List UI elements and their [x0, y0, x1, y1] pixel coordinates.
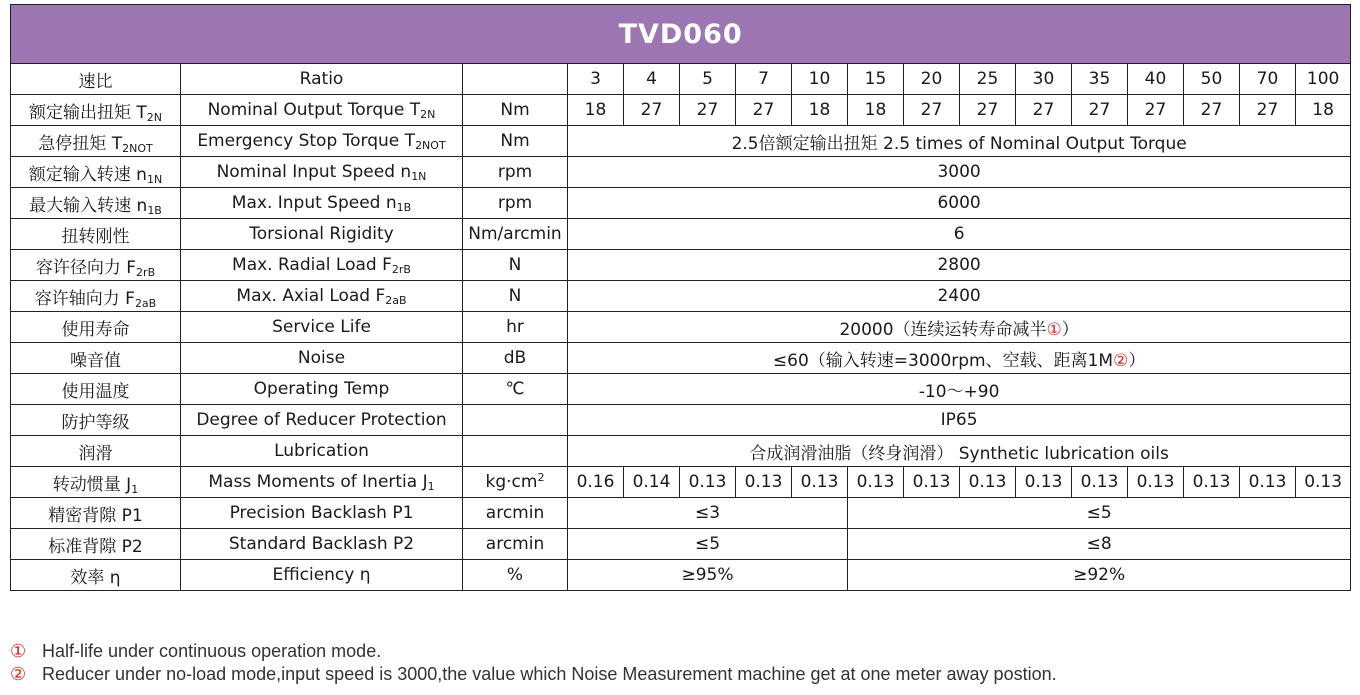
- torque-value: 27: [680, 95, 736, 126]
- footnote-marker: ①: [1046, 319, 1062, 340]
- inertia-value: 0.13: [848, 467, 904, 498]
- torque-value: 27: [736, 95, 792, 126]
- merged-value: 6000: [568, 188, 1351, 219]
- footnote-marker: ②: [10, 664, 27, 684]
- label-en: Max. Radial Load $F_{2rB}$: [181, 250, 463, 281]
- torque-value: 27: [1128, 95, 1184, 126]
- unit-cell: [463, 405, 568, 436]
- merged-value: 6: [568, 219, 1351, 250]
- temperature-row: [11, 374, 1351, 405]
- ratio-value: 4: [624, 64, 680, 95]
- torque-value: 27: [1016, 95, 1072, 126]
- ratio-value: 50: [1184, 64, 1240, 95]
- unit-cell: [463, 436, 568, 467]
- label-cn: 转动惯量 $J_1$: [11, 467, 181, 498]
- label-cn: 容许径向力 $F_{2rB}$: [11, 250, 181, 281]
- ratio-value: 70: [1240, 64, 1296, 95]
- label-en: Max. Axial Load $F_{2aB}$: [181, 281, 463, 312]
- label-en: Lubrication: [181, 436, 463, 467]
- ratio-value: 30: [1016, 64, 1072, 95]
- ratio-value: 3: [568, 64, 624, 95]
- torque-value: 18: [568, 95, 624, 126]
- unit-cell: Nm/arcmin: [463, 219, 568, 250]
- torque-row: [11, 95, 1351, 126]
- input-speed-row: [11, 157, 1351, 188]
- low-ratio-value: ≥95%: [568, 560, 848, 591]
- unit-cell: dB: [463, 343, 568, 374]
- inertia-value: 0.13: [792, 467, 848, 498]
- ratio-value: 15: [848, 64, 904, 95]
- lubrication-row: [11, 436, 1351, 467]
- rigidity-row: [11, 219, 1351, 250]
- spec-table: [10, 4, 1351, 591]
- inertia-value: 0.13: [960, 467, 1016, 498]
- ratio-value: 40: [1128, 64, 1184, 95]
- label-en: Mass Moments of Inertia $J_1$: [181, 467, 463, 498]
- torque-value: 27: [904, 95, 960, 126]
- torque-value: 27: [1184, 95, 1240, 126]
- ratio-value: 100: [1296, 64, 1351, 95]
- label-en: Max. Input Speed $n_{1B}$: [181, 188, 463, 219]
- label-cn: 容许轴向力 $F_{2aB}$: [11, 281, 181, 312]
- label-en: Nominal Output Torque $T_{2N}$: [181, 95, 463, 126]
- label-en: Efficiency η: [181, 560, 463, 591]
- label-cn: 最大输入转速 $n_{1B}$: [11, 188, 181, 219]
- footnotes: [10, 640, 1057, 686]
- inertia-value: 0.13: [904, 467, 960, 498]
- label-cn: 效率 η: [11, 560, 181, 591]
- high-ratio-value: ≥92%: [848, 560, 1351, 591]
- unit-cell: [463, 64, 568, 95]
- unit-cell: rpm: [463, 188, 568, 219]
- torque-value: 18: [792, 95, 848, 126]
- torque-value: 18: [848, 95, 904, 126]
- low-ratio-value: ≤3: [568, 498, 848, 529]
- unit-cell: arcmin: [463, 498, 568, 529]
- footnote-marker: ②: [1113, 350, 1129, 371]
- ratio-value: 5: [680, 64, 736, 95]
- label-en: Torsional Rigidity: [181, 219, 463, 250]
- torque-value: 27: [1240, 95, 1296, 126]
- merged-value: 20000（连续运转寿命减半①）: [568, 312, 1351, 343]
- emergency-stop-row: [11, 126, 1351, 157]
- label-en: Precision Backlash P1: [181, 498, 463, 529]
- axial-load-row: [11, 281, 1351, 312]
- label-en: Degree of Reducer Protection: [181, 405, 463, 436]
- unit-cell: $kg\cdot cm^2$: [463, 467, 568, 498]
- inertia-value: 0.16: [568, 467, 624, 498]
- torque-value: 27: [960, 95, 1016, 126]
- ratio-value: 20: [904, 64, 960, 95]
- ratio-value: 7: [736, 64, 792, 95]
- radial-load-row: [11, 250, 1351, 281]
- inertia-value: 0.13: [1296, 467, 1351, 498]
- ratio-value: 10: [792, 64, 848, 95]
- footnote-2: ② Reducer under no-load mode,input speed is 3000,the value which Noise Measurement machine get at one meter away postion.: [10, 664, 1057, 684]
- unit-cell: N: [463, 281, 568, 312]
- merged-value: IP65: [568, 405, 1351, 436]
- torque-value: 27: [1072, 95, 1128, 126]
- inertia-value: 0.13: [1072, 467, 1128, 498]
- label-cn: 润滑: [11, 436, 181, 467]
- merged-value: 2400: [568, 281, 1351, 312]
- ratio-row: [11, 64, 1351, 95]
- inertia-value: 0.13: [1016, 467, 1072, 498]
- low-ratio-value: ≤5: [568, 529, 848, 560]
- label-en: Standard Backlash P2: [181, 529, 463, 560]
- title-row: [11, 5, 1351, 64]
- inertia-value: 0.13: [1184, 467, 1240, 498]
- footnote-1: ① Half-life under continuous operation mode.: [10, 641, 382, 661]
- torque-value: 18: [1296, 95, 1351, 126]
- precision-backlash-row: [11, 498, 1351, 529]
- unit-cell: rpm: [463, 157, 568, 188]
- standard-backlash-row: [11, 529, 1351, 560]
- label-cn: 额定输入转速 $n_{1N}$: [11, 157, 181, 188]
- label-cn: 扭转刚性: [11, 219, 181, 250]
- unit-cell: arcmin: [463, 529, 568, 560]
- label-en: Emergency Stop Torque $T_{2NOT}$: [181, 126, 463, 157]
- merged-value: 3000: [568, 157, 1351, 188]
- max-speed-row: [11, 188, 1351, 219]
- label-cn: 标准背隙 P2: [11, 529, 181, 560]
- unit-cell: Nm: [463, 95, 568, 126]
- ratio-value: 25: [960, 64, 1016, 95]
- unit-cell: N: [463, 250, 568, 281]
- label-en: Noise: [181, 343, 463, 374]
- unit-cell: %: [463, 560, 568, 591]
- service-life-row: [11, 312, 1351, 343]
- inertia-value: 0.13: [1128, 467, 1184, 498]
- label-cn: 使用温度: [11, 374, 181, 405]
- protection-row: [11, 405, 1351, 436]
- inertia-value: 0.13: [736, 467, 792, 498]
- merged-value: 2.5倍额定输出扭矩 2.5 times of Nominal Output Torque: [568, 126, 1351, 157]
- merged-value: 2800: [568, 250, 1351, 281]
- label-en: Service Life: [181, 312, 463, 343]
- unit-cell: hr: [463, 312, 568, 343]
- high-ratio-value: ≤5: [848, 498, 1351, 529]
- label-en: Ratio: [181, 64, 463, 95]
- ratio-value: 35: [1072, 64, 1128, 95]
- footnote-marker: ①: [10, 641, 27, 661]
- inertia-row: [11, 467, 1351, 498]
- label-en: Nominal Input Speed $n_{1N}$: [181, 157, 463, 188]
- label-cn: 噪音值: [11, 343, 181, 374]
- label-cn: 速比: [11, 64, 181, 95]
- merged-value: ≤60（输入转速=3000rpm、空载、距离1M②）: [568, 343, 1351, 374]
- label-cn: 额定输出扭矩 $T_{2N}$: [11, 95, 181, 126]
- label-cn: 防护等级: [11, 405, 181, 436]
- noise-row: [11, 343, 1351, 374]
- inertia-value: 0.14: [624, 467, 680, 498]
- unit-cell: Nm: [463, 126, 568, 157]
- label-cn: 急停扭矩 $T_{2NOT}$: [11, 126, 181, 157]
- merged-value: 合成润滑油脂（终身润滑） Synthetic lubrication oils: [568, 436, 1351, 467]
- merged-value: -10～+90: [568, 374, 1351, 405]
- inertia-value: 0.13: [680, 467, 736, 498]
- inertia-value: 0.13: [1240, 467, 1296, 498]
- efficiency-row: [11, 560, 1351, 591]
- label-en: Operating Temp: [181, 374, 463, 405]
- label-cn: 使用寿命: [11, 312, 181, 343]
- label-cn: 精密背隙 P1: [11, 498, 181, 529]
- high-ratio-value: ≤8: [848, 529, 1351, 560]
- model-title: TVD060: [11, 5, 1351, 64]
- unit-cell: ℃: [463, 374, 568, 405]
- torque-value: 27: [624, 95, 680, 126]
